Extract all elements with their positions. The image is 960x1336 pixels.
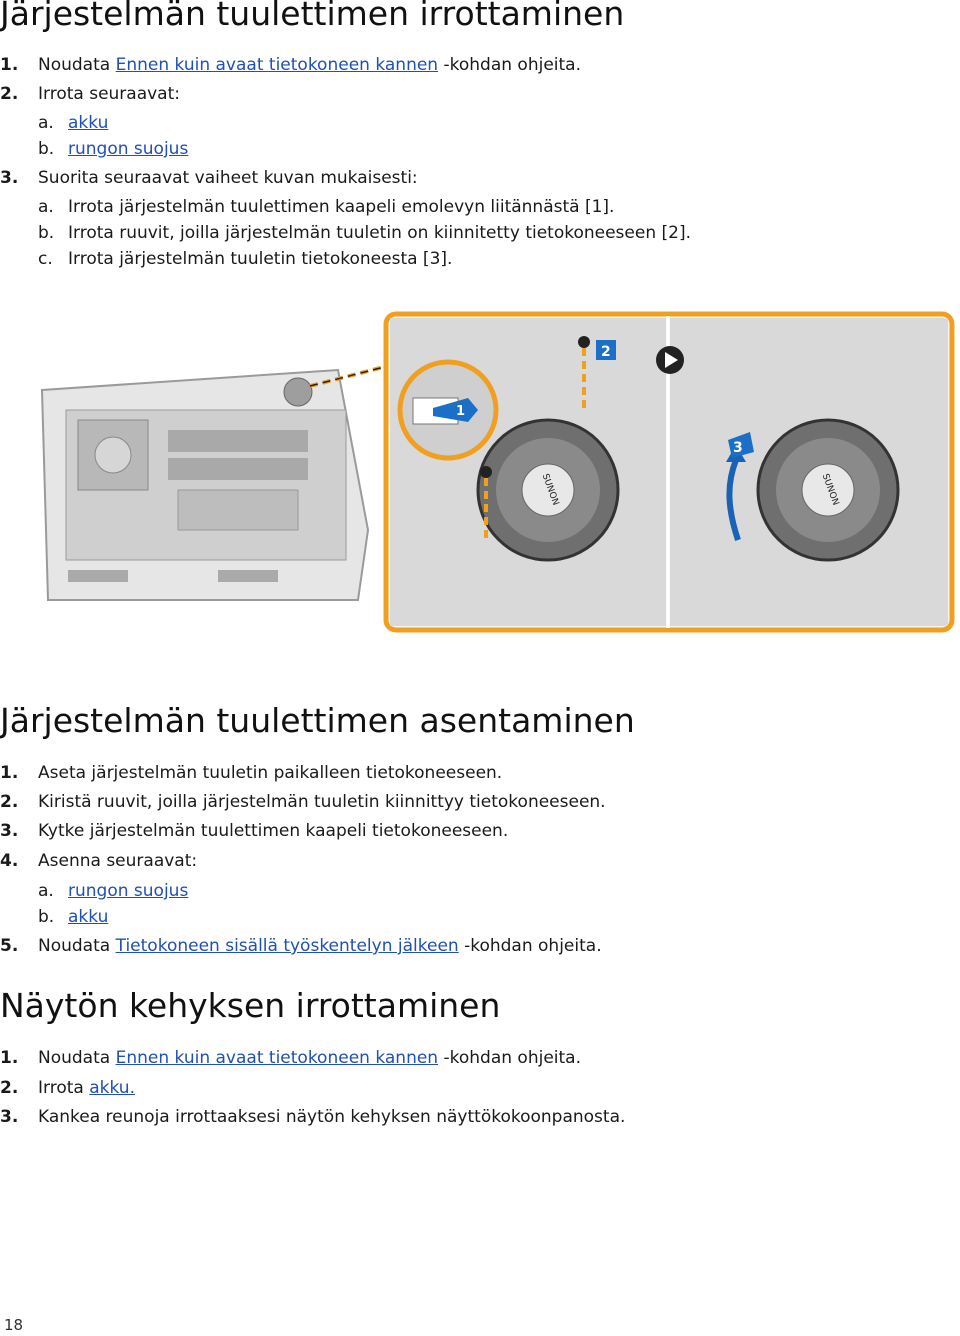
step-1 bbox=[0, 54, 581, 76]
fan-label: SUNON bbox=[539, 472, 561, 507]
step-text: Kiristä ruuvit, joilla järjestelmän tuuletin kiinnittyy tietokoneeseen. bbox=[38, 792, 606, 812]
step-3 bbox=[0, 167, 418, 189]
step-number: 2. bbox=[0, 1078, 19, 1098]
substep-a bbox=[38, 880, 188, 902]
section-title-fan-install: Järjestelmän tuulettimen asentaminen bbox=[0, 701, 635, 740]
substep-b bbox=[38, 138, 188, 160]
step-text: Asenna seuraavat: bbox=[38, 851, 198, 871]
link-before-opening[interactable]: Ennen kuin avaat tietokoneen kannen bbox=[115, 1048, 439, 1068]
substep-letter: a. bbox=[38, 881, 54, 901]
step-number: 3. bbox=[0, 168, 19, 188]
step-2 bbox=[0, 83, 180, 105]
step-text-suffix: -kohdan ohjeita. bbox=[458, 936, 602, 956]
svg-text:2: 2 bbox=[601, 344, 611, 360]
step-text: Noudata bbox=[38, 55, 116, 75]
link-base-cover[interactable]: rungon suojus bbox=[68, 881, 189, 901]
step-2 bbox=[0, 1077, 135, 1099]
step-text: Noudata bbox=[38, 1048, 116, 1068]
link-base-cover[interactable]: rungon suojus bbox=[68, 139, 189, 159]
substep-text: Irrota ruuvit, joilla järjestelmän tuuletin on kiinnitetty tietokoneeseen [2]. bbox=[68, 223, 691, 243]
step-3 bbox=[0, 820, 508, 842]
step-number: 1. bbox=[0, 1048, 19, 1068]
step-text: Irrota bbox=[38, 1078, 90, 1098]
step-number: 5. bbox=[0, 936, 19, 956]
laptop-base-image bbox=[42, 370, 368, 600]
substep-b bbox=[38, 222, 691, 244]
substep-letter: c. bbox=[38, 249, 53, 269]
step-5 bbox=[0, 935, 602, 957]
svg-text:3: 3 bbox=[733, 440, 743, 456]
link-before-opening[interactable]: Ennen kuin avaat tietokoneen kannen bbox=[115, 55, 439, 75]
page-number: 18 bbox=[4, 1316, 24, 1334]
step-text: Irrota seuraavat: bbox=[38, 84, 180, 104]
step-text: Noudata bbox=[38, 936, 116, 956]
substep-b bbox=[38, 906, 108, 928]
next-step-arrow-icon bbox=[656, 346, 684, 374]
step-number: 3. bbox=[0, 1107, 19, 1127]
step-text: Suorita seuraavat vaiheet kuvan mukaisesti: bbox=[38, 168, 418, 188]
fan-left bbox=[478, 420, 618, 560]
step-text-suffix: -kohdan ohjeita. bbox=[438, 55, 581, 75]
step-number: 1. bbox=[0, 763, 19, 783]
substep-letter: a. bbox=[38, 113, 54, 133]
substep-letter: b. bbox=[38, 139, 55, 159]
link-battery[interactable]: akku bbox=[68, 907, 109, 927]
step-text: Aseta järjestelmän tuuletin paikalleen tietokoneeseen. bbox=[38, 763, 503, 783]
substep-letter: b. bbox=[38, 907, 55, 927]
callout-2 bbox=[596, 340, 616, 360]
substep-a bbox=[38, 112, 108, 134]
step-number: 3. bbox=[0, 821, 19, 841]
step-number: 4. bbox=[0, 851, 19, 871]
substep-text: Irrota järjestelmän tuuletin tietokoneesta [3]. bbox=[68, 249, 453, 269]
substep-letter: a. bbox=[38, 197, 54, 217]
step-1 bbox=[0, 762, 502, 784]
substep-letter: b. bbox=[38, 223, 55, 243]
step-number: 2. bbox=[0, 84, 19, 104]
step-2 bbox=[0, 791, 606, 813]
fan-removal-illustration bbox=[38, 280, 956, 666]
step-1 bbox=[0, 1047, 581, 1069]
step-number: 1. bbox=[0, 55, 19, 75]
section-title-fan-removal: Järjestelmän tuulettimen irrottaminen bbox=[0, 0, 625, 33]
step-text-suffix: -kohdan ohjeita. bbox=[438, 1048, 581, 1068]
step-3 bbox=[0, 1106, 625, 1128]
section-title-bezel-removal: Näytön kehyksen irrottaminen bbox=[0, 986, 501, 1025]
svg-text:1: 1 bbox=[456, 404, 466, 419]
step-text: Kankea reunoja irrottaaksesi näytön kehyksen näyttökokoonpanosta. bbox=[38, 1107, 626, 1127]
step-number: 2. bbox=[0, 792, 19, 812]
substep-a bbox=[38, 196, 614, 218]
link-battery[interactable]: akku bbox=[68, 113, 109, 133]
fan-label: SUNON bbox=[819, 472, 841, 507]
step-text: Kytke järjestelmän tuulettimen kaapeli tietokoneeseen. bbox=[38, 821, 509, 841]
fan-right bbox=[758, 420, 898, 560]
link-battery[interactable]: akku. bbox=[89, 1078, 135, 1098]
substep-text: Irrota järjestelmän tuulettimen kaapeli emolevyn liitännästä [1]. bbox=[68, 197, 615, 217]
link-after-working[interactable]: Tietokoneen sisällä työskentelyn jälkeen bbox=[115, 936, 459, 956]
substep-c bbox=[38, 248, 452, 270]
step-4 bbox=[0, 850, 197, 872]
